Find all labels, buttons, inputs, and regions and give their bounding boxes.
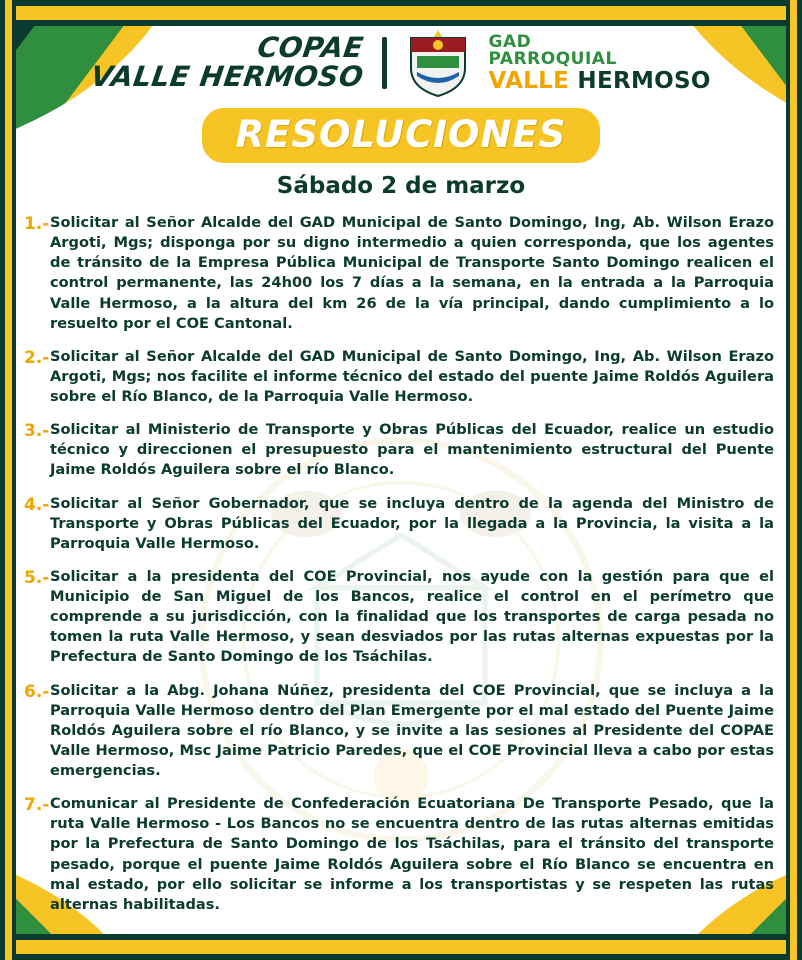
gad-line-3-hermoso: HERMOSO bbox=[577, 67, 711, 94]
frame-bottom bbox=[0, 934, 802, 960]
list-item bbox=[24, 420, 774, 480]
list-item-number: 6.- bbox=[24, 681, 50, 702]
list-item bbox=[24, 213, 774, 334]
resolutions-list bbox=[24, 213, 774, 915]
page-subtitle-date: Sábado 2 de marzo bbox=[276, 173, 526, 199]
gad-line-3-valle: VALLE bbox=[488, 67, 570, 94]
list-item-number: 4.- bbox=[24, 494, 50, 515]
list-item-number: 2.- bbox=[24, 347, 50, 368]
list-item-text: Solicitar a la Abg. Johana Núñez, presidenta del COE Provincial, que se incluya a la Parroquia Valle Hermoso dentro del Plan Emergente por el mal estado del Puente Jaime Roldós Aguilera sobre el río Blanco, y se invite a las sesiones al Presidente del COPAE Valle Hermoso, Msc Jaime Patricio Paredes, que el COE Provincial lleva a cabo por estas emergencias. bbox=[50, 681, 774, 779]
list-item bbox=[24, 494, 774, 554]
list-item-text: Solicitar al Señor Gobernador, que se incluya dentro de la agenda del Ministro de Transporte y Obras Públicas del Ecuador, por la llegada a la Provincia, la visita a la Parroquia Valle Hermoso. bbox=[50, 494, 774, 552]
gad-line-1: GAD bbox=[488, 31, 532, 52]
list-item-text: Solicitar al Señor Alcalde del GAD Municipal de Santo Domingo, Ing, Ab. Wilson Erazo Argoti, Mgs; disponga por su digno intermedio a quien corresponda, que los agentes de tránsito de la Empresa Pública Municipal de Transporte Santo Domingo realicen el control permanente, las 24h00 los 7 días a la semana, en la entrada a la Parroquia Valle Hermoso, a la altura del km 26 de la vía principal, dando cumplimiento a lo resuelto por el COE Cantonal. bbox=[50, 214, 774, 332]
list-item bbox=[24, 681, 774, 782]
gad-line-3 bbox=[488, 67, 711, 94]
title-section bbox=[0, 108, 802, 199]
poster-header bbox=[0, 0, 802, 92]
list-item-number: 7.- bbox=[24, 795, 50, 816]
list-item-number: 1.- bbox=[24, 214, 50, 234]
copae-logo-text bbox=[89, 31, 366, 93]
list-item-text: Solicitar al Señor Alcalde del GAD Municipal de Santo Domingo, Ing, Ab. Wilson Erazo Argoti, Mgs; nos facilite el informe técnico del estado del puente Jaime Roldós Aguilera sobre el Río Blanco, de la Parroquia Valle Hermoso. bbox=[50, 347, 774, 405]
list-item-number: 3.- bbox=[24, 421, 50, 442]
gad-parroquial-logo-text bbox=[488, 31, 711, 94]
list-item bbox=[24, 794, 774, 915]
frame-bottom-inner bbox=[0, 940, 802, 954]
list-item-text: Solicitar a la presidenta del COE Provincial, nos ayude con la gestión para que el Municipio de San Miguel de los Bancos, realice el control en el perímetro que comprende a su jurisdicción, con la finalidad que los transportes de carga pesada no tomen la ruta Valle Hermoso, y sean desviados por las rutas alternas expuestas por la Prefectura de Santo Domingo de los Tsáchilas. bbox=[50, 567, 774, 666]
page-title: RESOLUCIONES bbox=[202, 108, 601, 163]
gad-line-2: PARROQUIAL bbox=[488, 48, 617, 69]
list-item bbox=[24, 567, 774, 668]
list-item-text: Comunicar al Presidente de Confederación Ecuatoriana De Transporte Pesado, que la ruta Valle Hermoso - Los Bancos no se encuentra dentro de las rutas alternas emitidas por la Prefectura de Santo Domingo de los Tsáchilas, para el tránsito del transporte pesado, porque el puente Jaime Roldós Aguilera sobre el Río Blanco se encuentra en mal estado, por ello solicitar se informe a los transportistas y se respeten las rutas alternas habilitadas. bbox=[50, 795, 774, 913]
list-item-text: Solicitar al Ministerio de Transporte y Obras Públicas del Ecuador, realice un estudio técnico y direccionen el presupuesto para el mantenimiento estructural del Puente Jaime Roldós Aguilera sobre el río Blanco. bbox=[50, 421, 774, 479]
list-item-number: 5.- bbox=[24, 567, 50, 588]
list-item bbox=[24, 347, 774, 407]
copae-line-1: COPAE bbox=[255, 31, 366, 65]
header-divider bbox=[382, 37, 387, 89]
copae-line-2: VALLE HERMOSO bbox=[89, 60, 366, 93]
coat-of-arms-shield-icon bbox=[405, 28, 471, 98]
